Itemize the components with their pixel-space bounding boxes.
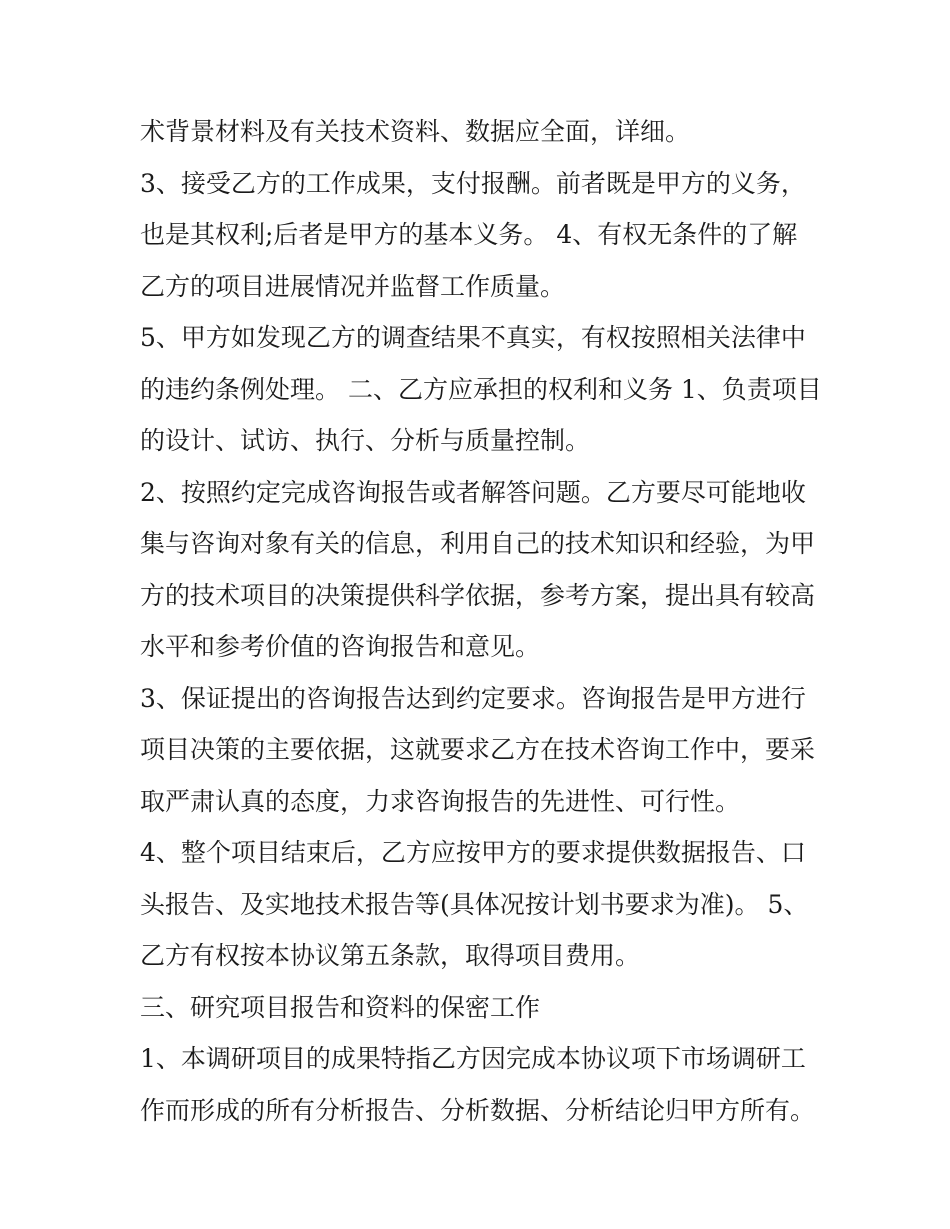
text-line: 的设计、试访、执行、分析与质量控制。 bbox=[140, 426, 591, 455]
text-line: 方的技术项目的决策提供科学依据，参考方案，提出具有较高 bbox=[140, 580, 816, 610]
text-line: 3、接受乙方的工作成果，支付报酬。前者既是甲方的义务， bbox=[140, 168, 806, 198]
text-line: 乙方的项目进展情况并监督工作质量。 bbox=[140, 271, 566, 301]
document-body bbox=[140, 106, 820, 1136]
text-line: 4、整个项目结束后，乙方应按甲方的要求提供数据报告、口 bbox=[140, 838, 806, 867]
text-line: 也是其权利;后者是甲方的基本义务。 4、有权无条件的了解 bbox=[140, 220, 798, 249]
text-line: 集与咨询对象有关的信息，利用自己的技术知识和经验，为甲 bbox=[140, 529, 816, 558]
text-line: 头报告、及实地技术报告等(具体况按计划书要求为准)。 5、 bbox=[140, 889, 809, 919]
text-line: 2、按照约定完成咨询报告或者解答问题。乙方要尽可能地收 bbox=[140, 477, 806, 507]
text-line: 项目决策的主要依据，这就要求乙方在技术咨询工作中，要采 bbox=[140, 735, 816, 764]
text-line: 作而形成的所有分析报告、分析数据、分析结论归甲方所有。 bbox=[140, 1095, 816, 1125]
section-heading: 三、研究项目报告和资料的保密工作 bbox=[140, 992, 541, 1022]
text-line: 3、保证提出的咨询报告达到约定要求。咨询报告是甲方进行 bbox=[140, 683, 806, 713]
text-line: 5、甲方如发现乙方的调查结果不真实，有权按照相关法律中 bbox=[140, 323, 806, 352]
text-line: 乙方有权按本协议第五条款，取得项目费用。 bbox=[140, 941, 641, 970]
text-line: 水平和参考价值的咨询报告和意见。 bbox=[140, 632, 541, 661]
text-line: 术背景材料及有关技术资料、数据应全面，详细。 bbox=[140, 117, 691, 146]
text-line: 取严肃认真的态度，力求咨询报告的先进性、可行性。 bbox=[140, 786, 741, 816]
text-line: 1、本调研项目的成果特指乙方因完成本协议项下市场调研工 bbox=[140, 1044, 806, 1073]
text-line: 的违约条例处理。 二、乙方应承担的权利和义务 1、负责项目 bbox=[140, 374, 822, 404]
